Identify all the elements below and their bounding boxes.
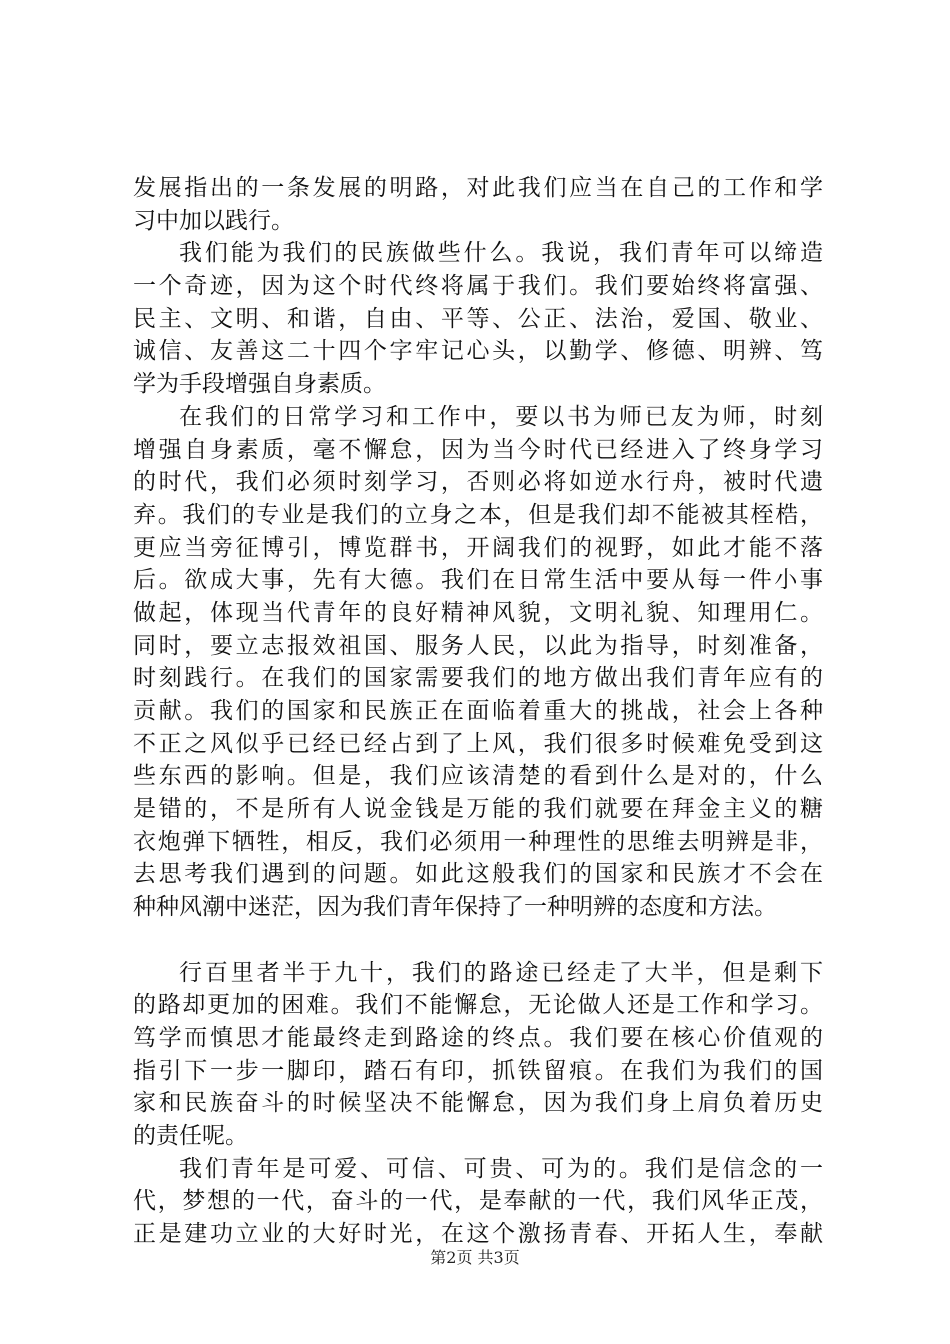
text-line: 学为手段增强自身素质。 <box>133 371 386 398</box>
text-line: 代，梦想的一代，奋斗的一代，是奉献的一代，我们风华正茂， <box>133 1188 823 1215</box>
text-line: 诚信、友善这二十四个字牢记心头，以勤学、修德、明辨、笃 <box>133 338 823 365</box>
text-line: 弃。我们的专业是我们的立身之本，但是我们却不能被其桎梏， <box>133 501 823 528</box>
text-line: 同时，要立志报效祖国、服务人民，以此为指导，时刻准备， <box>133 632 823 659</box>
paragraph-gap <box>133 924 823 957</box>
text-line: 的责任呢。 <box>133 1122 248 1149</box>
text-line: 发展指出的一条发展的明路，对此我们应当在自己的工作和学 <box>133 175 823 201</box>
text-line: 不正之风似乎已经已经占到了上风，我们很多时候难免受到这 <box>133 730 823 757</box>
text-line: 衣炮弹下牺牲，相反，我们必须用一种理性的思维去明辨是非， <box>133 828 823 855</box>
text-line: 时刻践行。在我们的国家需要我们的地方做出我们青年应有的 <box>133 665 823 692</box>
text-line: 去思考我们遇到的问题。如此这般我们的国家和民族才不会在 <box>133 861 823 888</box>
page-footer: 第2页 共3页 <box>430 1248 520 1267</box>
paragraph-start-line: 在我们的日常学习和工作中，要以书为师已友为师，时刻 <box>179 403 823 430</box>
paragraph-start-line: 行百里者半于九十，我们的路途已经走了大半，但是剩下 <box>179 959 823 986</box>
text-line: 指引下一步一脚印，踏石有印，抓铁留痕。在我们为我们的国 <box>133 1057 823 1084</box>
text-line: 民主、文明、和谐，自由、平等、公正、法治，爱国、敬业、 <box>133 305 823 332</box>
text-line: 笃学而慎思才能最终走到路途的终点。我们要在核心价值观的 <box>133 1024 823 1051</box>
text-line: 是错的，不是所有人说金钱是万能的我们就要在拜金主义的糖 <box>133 796 823 823</box>
text-line: 习中加以践行。 <box>133 207 294 234</box>
text-line: 种种风潮中迷茫，因为我们青年保持了一种明辨的态度和方法。 <box>133 894 777 921</box>
text-line: 更应当旁征博引，博览群书，开阔我们的视野，如此才能不落 <box>133 534 823 561</box>
paragraph-start-line: 我们能为我们的民族做些什么。我说，我们青年可以缔造 <box>179 240 823 267</box>
paragraph-start-line: 我们青年是可爱、可信、可贵、可为的。我们是信念的一 <box>179 1155 823 1182</box>
text-line: 贡献。我们的国家和民族正在面临着重大的挑战，社会上各种 <box>133 698 823 724</box>
text-line: 增强自身素质，毫不懈怠，因为当今时代已经进入了终身学习 <box>133 436 823 463</box>
text-line: 的时代，我们必须时刻学习，否则必将如逆水行舟，被时代遗 <box>133 469 823 496</box>
text-line: 后。欲成大事，先有大德。我们在日常生活中要从每一件小事 <box>133 567 823 594</box>
text-line: 做起，体现当代青年的良好精神风貌，文明礼貌、知理用仁。 <box>133 599 823 626</box>
text-line: 家和民族奋斗的时候坚决不能懈怠，因为我们身上肩负着历史 <box>133 1090 823 1117</box>
document-body <box>133 172 823 1251</box>
text-line: 正是建功立业的大好时光，在这个激扬青春、开拓人生，奉献 <box>133 1221 823 1247</box>
text-line: 些东西的影响。但是，我们应该清楚的看到什么是对的，什么 <box>133 763 823 790</box>
text-line: 的路却更加的困难。我们不能懈怠，无论做人还是工作和学习。 <box>133 992 823 1019</box>
text-line: 一个奇迹，因为这个时代终将属于我们。我们要始终将富强、 <box>133 273 823 300</box>
